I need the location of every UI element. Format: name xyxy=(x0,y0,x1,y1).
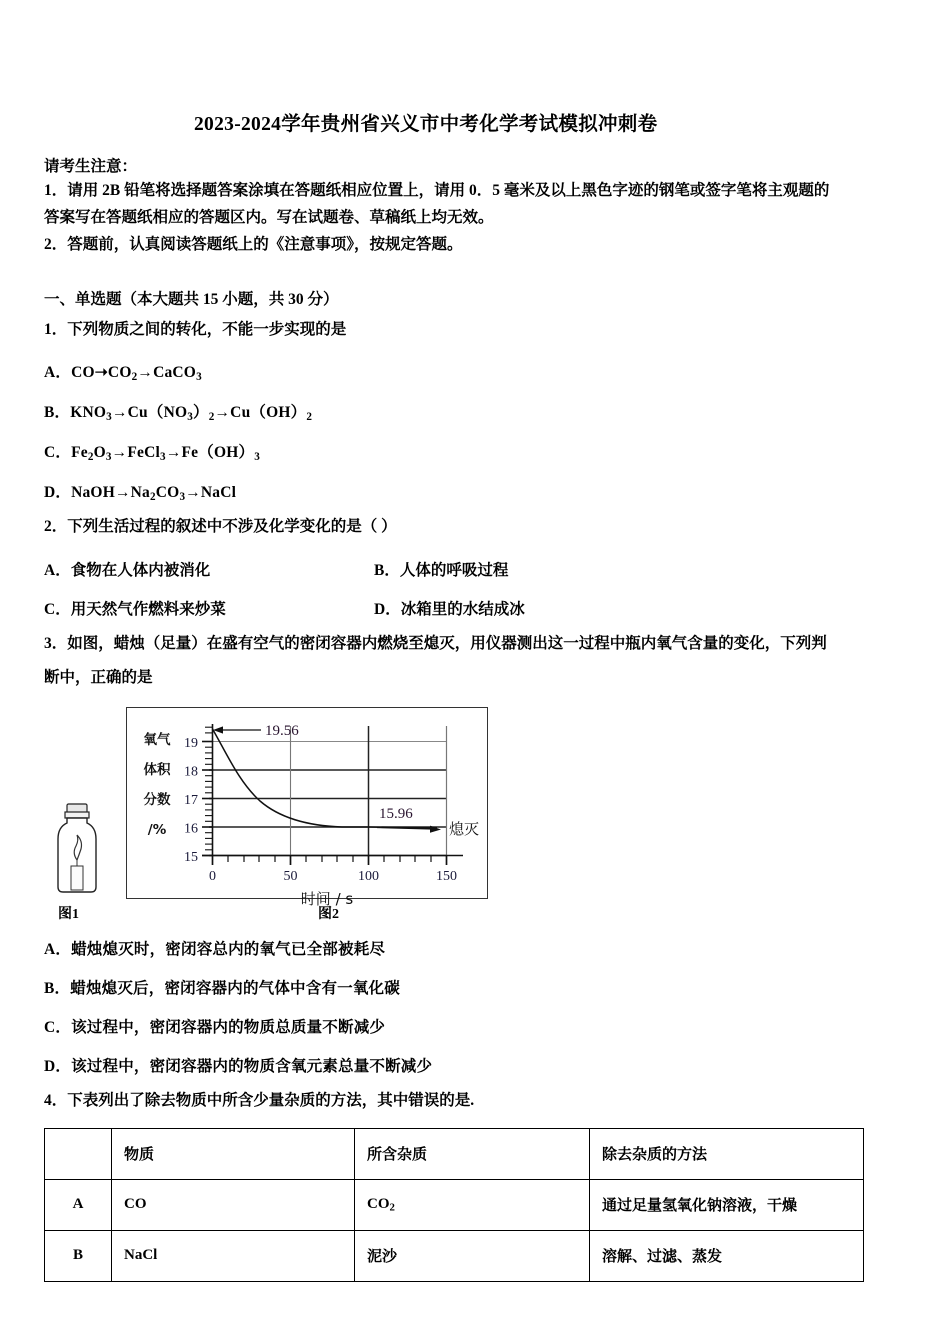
svg-text:氧气: 氧气 xyxy=(143,731,171,748)
svg-text:分数: 分数 xyxy=(143,791,171,808)
notice-line-1: 1．请用 2B 铅笔将选择题答案涂填在答题纸相应位置上，请用 0．5 毫米及以上黑色字迹的钢笔或签字笔将主观题的 xyxy=(44,182,830,199)
row-impurity: $CO_2$ xyxy=(355,1179,590,1230)
question-3-option-d: D．该过程中，密闭容器内的物质含氧元素总量不断减少 xyxy=(44,1057,433,1075)
impurity-removal-table xyxy=(44,1128,864,1282)
question-1-option-c xyxy=(44,440,906,463)
figure-2-caption: 图2 xyxy=(318,906,339,922)
extinguish-label: 熄灭 xyxy=(449,819,480,838)
chart-svg xyxy=(127,708,483,908)
candle-jar-figure xyxy=(54,803,100,895)
question-4-stem: 4．下表列出了除去物质中所含少量杂质的方法，其中错误的是. xyxy=(44,1091,475,1109)
x-major-ticks xyxy=(213,855,447,865)
svg-text:17: 17 xyxy=(184,792,198,808)
question-1-stem: 1．下列物质之间的转化，不能一步实现的是 xyxy=(44,321,347,339)
section-heading: 一、单选题（本大题共 15 小题，共 30 分） xyxy=(44,291,339,309)
row-substance: CO xyxy=(112,1179,355,1230)
x-minor-ticks xyxy=(228,855,431,862)
question-2-options-row-1 xyxy=(44,558,906,580)
svg-text:15.96: 15.96 xyxy=(379,805,413,822)
table-header-substance: 物质 xyxy=(112,1128,355,1179)
chart-gridlines xyxy=(209,726,447,856)
question-2-option-b: B．人体的呼吸过程 xyxy=(374,561,509,579)
row-impurity: 泥沙 xyxy=(355,1230,590,1281)
notice-heading: 请考生注意： xyxy=(44,158,138,175)
y-axis-label xyxy=(144,731,171,838)
oxygen-decay-chart xyxy=(126,707,488,908)
notice-line-2: 答案写在答题纸相应的答题区内。写在试题卷、草稿纸上均无效。 xyxy=(44,209,494,227)
page-title: 2023-2024学年贵州省兴义市中考化学考试模拟冲刺卷 xyxy=(194,114,658,135)
x-axis-label: 时间 / s xyxy=(300,889,354,908)
row-index: A xyxy=(45,1179,112,1230)
annotation-start-value xyxy=(213,723,299,739)
question-3-stem-line-1: 3．如图，蜡烛（足量）在盛有空气的密闭容器内燃烧至熄灭，用仪器测出这一过程中瓶内氧气含量的变化，下列判 xyxy=(44,634,827,652)
question-3-option-b: B．蜡烛熄灭后，密闭容器内的气体中含有一氧化碳 xyxy=(44,979,400,997)
option-formula: $CO➝CO_2\to CaCO_3$ xyxy=(71,364,202,384)
figure-1-caption: 图1 xyxy=(58,906,79,922)
svg-text:100: 100 xyxy=(358,868,379,884)
row-method: 通过足量氢氧化钠溶液，干燥 xyxy=(590,1179,864,1230)
svg-text:18: 18 xyxy=(184,764,198,780)
table-row xyxy=(45,1230,864,1281)
y-minor-ticks xyxy=(205,727,213,850)
question-2-options-row-2 xyxy=(44,597,906,619)
table-header-row xyxy=(45,1128,864,1179)
option-formula: $Fe_2O_3\to FeCl_3\to Fe(OH)_3$ xyxy=(71,443,260,463)
svg-text:15: 15 xyxy=(184,849,198,865)
question-1-option-d xyxy=(44,480,906,503)
row-substance: NaCl xyxy=(112,1230,355,1281)
table-row xyxy=(45,1179,864,1230)
x-tick-labels xyxy=(209,869,457,884)
y-tick-labels xyxy=(184,736,198,865)
option-label: A． xyxy=(44,364,72,382)
row-method: 溶解、过滤、蒸发 xyxy=(590,1230,864,1281)
question-2-option-a: A．食物在人体内被消化 xyxy=(44,561,211,579)
question-3-option-a: A．蜡烛熄灭时，密闭容总内的氧气已全部被耗尽 xyxy=(44,940,386,958)
option-label: B． xyxy=(44,404,71,422)
question-2-option-d: D．冰箱里的水结成冰 xyxy=(374,600,525,618)
svg-text:0: 0 xyxy=(209,868,216,884)
svg-text:16: 16 xyxy=(184,821,198,837)
question-1-option-b xyxy=(44,400,906,423)
svg-text:19.56: 19.56 xyxy=(265,722,299,739)
table-header-impurity: 所含杂质 xyxy=(355,1128,590,1179)
question-3-figures xyxy=(44,705,906,920)
annotation-end-value xyxy=(377,806,441,833)
table-header-method: 除去杂质的方法 xyxy=(590,1128,864,1179)
option-formula: $KNO_3\to Cu(NO_3)_2\to Cu(OH)_2$ xyxy=(70,404,313,423)
svg-text:150: 150 xyxy=(436,868,457,884)
row-index: B xyxy=(45,1230,112,1281)
option-formula: $NaOH\to Na_2CO_3\to NaCl$ xyxy=(71,483,237,503)
question-3-stem-line-2: 断中，正确的是 xyxy=(44,668,153,686)
notice-line-3: 2．答题前，认真阅读答题纸上的《注意事项》，按规定答题。 xyxy=(44,236,463,254)
table-header-index xyxy=(45,1128,112,1179)
svg-text:体积: 体积 xyxy=(143,761,171,778)
option-label: C． xyxy=(44,443,72,461)
question-1-option-a xyxy=(44,360,906,383)
question-3-option-c: C．该过程中，密闭容器内的物质总质量不断减少 xyxy=(44,1018,386,1036)
svg-text:/%: /% xyxy=(147,821,167,838)
question-2-stem: 2．下列生活过程的叙述中不涉及化学变化的是（ ） xyxy=(44,518,397,536)
svg-text:19: 19 xyxy=(184,735,198,751)
question-2-option-c: C．用天然气作燃料来炒菜 xyxy=(44,600,226,618)
svg-text:50: 50 xyxy=(283,868,298,884)
option-label: D． xyxy=(44,483,72,501)
